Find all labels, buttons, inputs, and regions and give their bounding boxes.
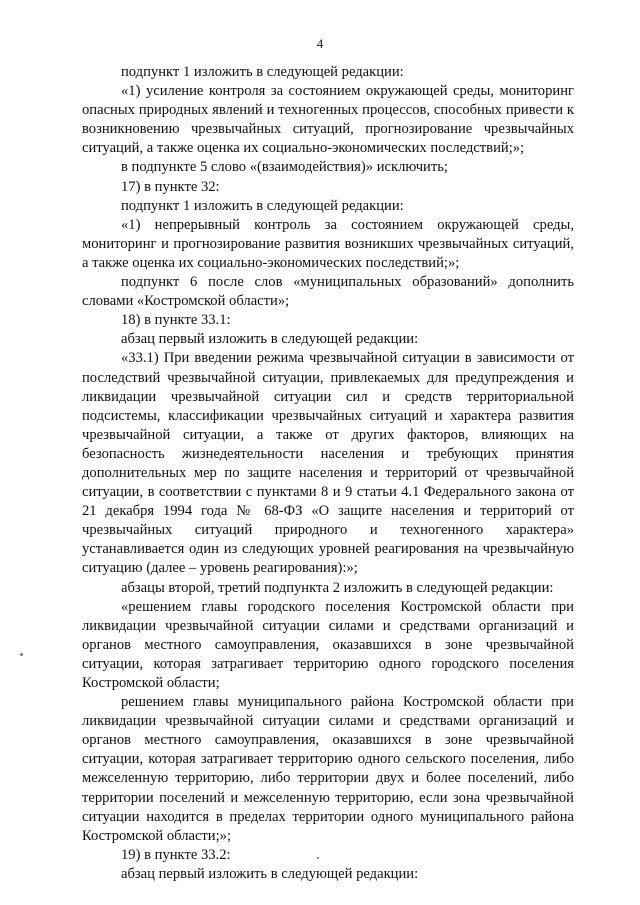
paragraph-7: подпункт 6 после слов «муниципальных образований» дополнить словами «Костромской области»; xyxy=(82,274,574,310)
paragraph-9: абзац первый изложить в следующей редакции: xyxy=(121,331,419,348)
paragraph-13: решением главы муниципального района Костромской области при ликвидации чрезвычайной ситуации силами и средствами организаций и органов местного самоуправления, оказавшихся в зоне чрезвычайной ситуации, которая затрагивает территорию одного сельского поселения, либо межселенную территорию, либо территории двух и более поселений, либо территории поселений и межселенную территорию, если зона чрезвычайной ситуации находится в пределах территории одного муниципального района Костромской области;»; xyxy=(82,694,574,844)
paragraph-1: подпункт 1 изложить в следующей редакции: xyxy=(121,64,404,80)
paragraph-4: 17) в пункте 32: xyxy=(121,178,220,195)
paragraph-14: 19) в пункте 33.2: xyxy=(121,846,231,863)
paragraph-12: «решением главы городского поселения Костромской области при ликвидации чрезвычайной ситуации силами и средствами организаций и органов местного самоуправления, оказавшихся в зоне чрезвычайной ситуации, которая затрагивает территорию одного городского поселения Костромской области; xyxy=(82,598,574,691)
paragraph-8: 18) в пункте 33.1: xyxy=(121,312,231,329)
document-body xyxy=(82,63,574,884)
paragraph-15: абзац первый изложить в следующей редакции: xyxy=(121,865,419,882)
paragraph-11: абзацы второй, третий подпункта 2 изложить в следующей редакции: xyxy=(121,579,554,596)
scan-speck xyxy=(20,653,23,656)
paragraph-10: «33.1) При введении режима чрезвычайной ситуации в зависимости от последствий чрезвычайной ситуации, привлекаемых для предупреждения и ликвидации чрезвычайной ситуации сил и средств территориальной подсистемы, классификации чрезвычайных ситуаций и характера развития чрезвычайной ситуации, а также от других факторов, влияющих на безопасность жизнедеятельности населения и требующих принятия дополнительных мер по защите населения и территорий от чрезвычайной ситуации, в соответствии с пунктами 8 и 9 статьи 4.1 Федерального закона от 21 декабря 1994 года № 68-ФЗ «О защите населения и территорий от чрезвычайных ситуаций природного и техногенного характера» устанавливается один из следующих уровней реагирования на чрезвычайную ситуацию (далее – уровень реагирования):»; xyxy=(82,350,574,577)
paragraph-3: в подпункте 5 слово «(взаимодействия)» исключить; xyxy=(121,159,448,176)
paragraph-5: подпункт 1 изложить в следующей редакции: xyxy=(121,197,404,214)
paragraph-2: «1) усиление контроля за состоянием окружающей среды, мониторинг опасных природных явлений и техногенных процессов, способных привести к возникновению чрезвычайных ситуаций, прогнозирование чрезвычайных ситуаций, а также оценка их социально-экономических последствий;»; xyxy=(82,83,574,157)
paragraph-6: «1) непрерывный контроль за состоянием окружающей среды, мониторинг и прогнозирование развития возникших чрезвычайных ситуаций, а также оценка их социально-экономических последствий;»; xyxy=(82,216,574,271)
page-number: 4 xyxy=(316,36,324,51)
scan-speck xyxy=(317,857,319,859)
